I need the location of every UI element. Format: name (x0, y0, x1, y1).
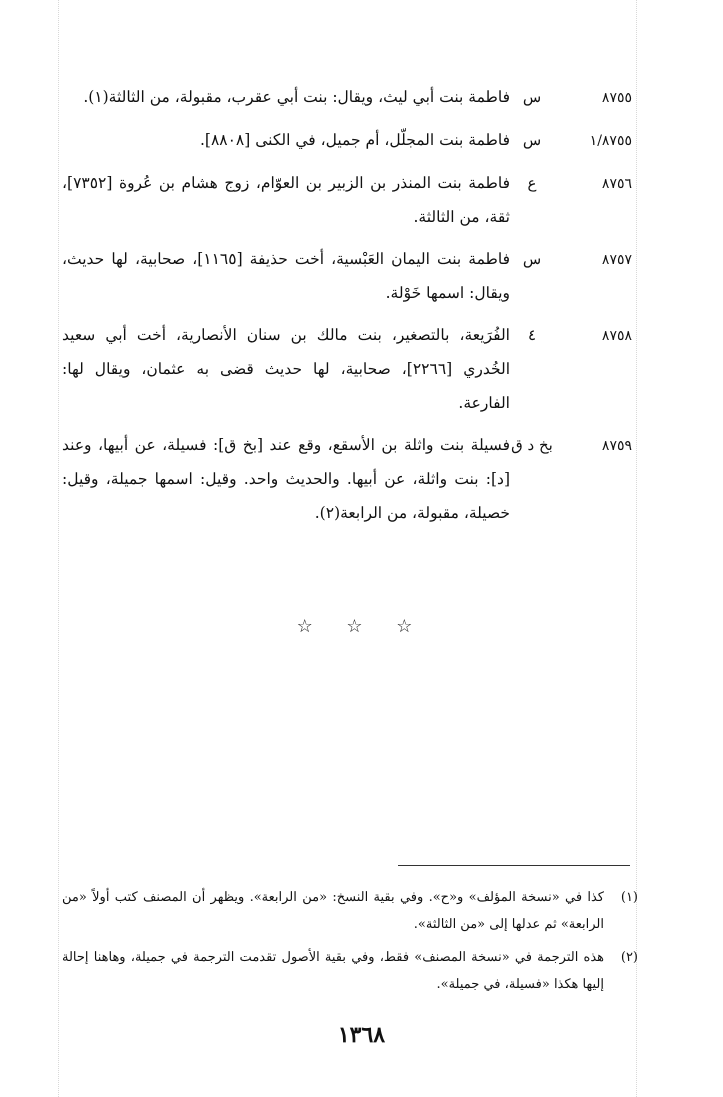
entry-8757 (62, 242, 632, 310)
footnote-text: هذه الترجمة في «نسخة المصنف» فقط، وفي بقية الأصول تقدمت الترجمة في جميلة، وهاهنا إحالة إليها هكذا «فسيلة، في جميلة». (62, 950, 604, 992)
entry-number: ٨٧٥٩ (601, 438, 632, 454)
entry-text: فاطمة بنت أبي ليث، ويقال: بنت أبي عقرب، مقبولة، من الثالثة(١). (83, 88, 510, 106)
entry-8759 (62, 428, 632, 530)
entry-number: ١/٨٧٥٥ (589, 133, 632, 149)
entry-text: الفُرَيعة، بالتصغير، بنت مالك بن سنان الأنصارية، أخت أبي سعيد الخُدري [٢٢٦٦]، صحابية، لها حديث قضى به عثمان، ويقال لها: الفارعة. (62, 326, 510, 412)
footnote-number: (١) (620, 890, 638, 905)
entry-symbol: ع (527, 174, 537, 192)
entry-symbol: بخ د ق (511, 436, 553, 454)
entry-8758 (62, 318, 632, 420)
footnote (62, 884, 638, 938)
footnote-number: (٢) (620, 950, 638, 965)
entry-8755 (62, 80, 632, 115)
entry-number: ٨٧٥٥ (601, 90, 632, 106)
entry-text: فسيلة بنت واثلة بن الأسقع، وقع عند [بخ ق]: فسيلة، عن أبيها، وعند [د]: بنت واثلة، عن أبيها. والحديث واحد. وقيل: اسمها جميلة، وقيل: خصيلة، مقبولة، من الرابعة(٢). (62, 436, 510, 522)
entry-symbol: س (522, 131, 542, 149)
footnote (62, 944, 638, 998)
entry-text: فاطمة بنت المنذر بن الزبير بن العوّام، زوج هشام بن عُروة [٧٣٥٢]، ثقة، من الثالثة. (62, 174, 510, 226)
entry-8756 (62, 166, 632, 234)
page-number: ١٣٦٨ (337, 1022, 386, 1048)
footnote-divider (398, 865, 630, 866)
entry-symbol: س (522, 88, 542, 106)
entry-8755-1 (62, 123, 632, 158)
entry-number: ٨٧٥٧ (601, 252, 632, 268)
entry-symbol: ٤ (527, 326, 537, 344)
scan-guide-line (58, 0, 59, 1097)
entry-text: فاطمة بنت المجلّل، أم جميل، في الكنى [٨٨٠٨]. (199, 131, 510, 149)
footnotes (62, 884, 638, 1004)
entry-symbol: س (522, 250, 542, 268)
star-separator: ☆ ☆ ☆ (296, 616, 427, 637)
biography-entries (62, 80, 632, 538)
footnote-text: كذا في «نسخة المؤلف» و«ح». وفي بقية النسخ: «من الرابعة». ويظهر أن المصنف كتب أولاً «من الرابعة» ثم عدلها إلى «من الثالثة». (62, 890, 604, 932)
entry-text: فاطمة بنت اليمان العَبْسية، أخت حذيفة [١١٦٥]، صحابية، لها حديث، ويقال: اسمها خَوْلة. (62, 250, 510, 302)
entry-number: ٨٧٥٦ (601, 176, 632, 192)
entry-number: ٨٧٥٨ (601, 328, 632, 344)
